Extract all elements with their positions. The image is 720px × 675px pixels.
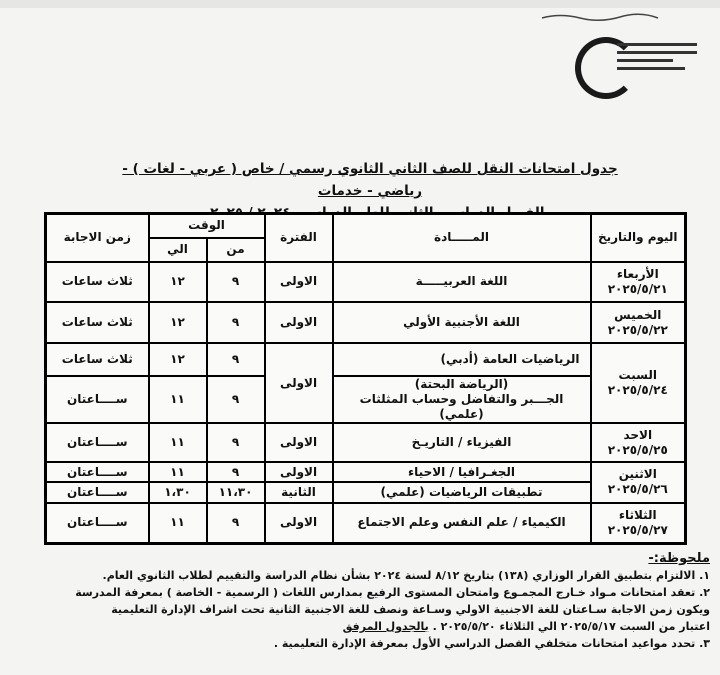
to-cell: ١٢	[149, 302, 207, 343]
title-line-1: جدول امتحانات النقل للصف الثاني الثانوي رسمي / خاص ( عربي - لغات ) - رياضي - خدمات	[122, 161, 618, 199]
table-row	[46, 376, 686, 424]
handwritten-mark	[540, 12, 660, 22]
duration-cell: ســــاعتان	[46, 482, 149, 502]
period-cell: الاولى	[265, 503, 333, 544]
note-item: ويكون زمن الاجابة سـاعتان للغة الاجنبية الاولي وسـاعة ونصف للغة الاجنبية الثانية تحت اشراف الإدارة التعليمية	[111, 603, 710, 616]
duration-cell: ســــاعتان	[46, 503, 149, 544]
note-item: اعتبار من السبت ٢٠٢٥/٥/١٧ الي الثلاثاء ٢٠٢٥/٥/٢٠ . بالجدول المرفق	[342, 620, 710, 633]
from-cell: ٩	[207, 262, 265, 303]
header-from: من	[207, 238, 265, 262]
table-row	[46, 482, 686, 502]
subject-cell: الرياضيات العامة (أدبي)	[333, 343, 591, 376]
period-cell: الثانية	[265, 482, 333, 502]
to-cell: ١٢	[149, 343, 207, 376]
period-cell: الاولى	[265, 302, 333, 343]
day-cell: الأربعاء ٢٠٢٥/٥/٢١	[591, 262, 686, 303]
note-item: ٣. تحدد مواعيد امتحانات متخلفي الفصل الدراسي الأول بمعرفة الإدارة التعليمية .	[273, 637, 710, 650]
from-cell: ٩	[207, 462, 265, 482]
subject-cell: اللغة العربيـــــة	[333, 262, 591, 303]
subject-cell: الكيمياء / علم النفس وعلم الاجتماع	[333, 503, 591, 544]
exam-schedule-table	[44, 212, 687, 545]
header-day: اليوم والتاريخ	[591, 214, 686, 262]
ministry-logo	[575, 35, 700, 105]
day-cell: الاحد ٢٠٢٥/٥/٢٥	[591, 423, 686, 462]
table-row	[46, 302, 686, 343]
logo-text-lines	[617, 43, 697, 75]
subject-cell: تطبيقات الرياضيات (علمي)	[333, 482, 591, 502]
subject-cell: الفيزياء / التاريـخ	[333, 423, 591, 462]
header-duration: زمن الاجابة	[46, 214, 149, 262]
subject-cell: (الرياضة البحتة) الجـــبر والتفاضل وحساب المثلثات (علمي)	[333, 376, 591, 424]
duration-cell: ســــاعتان	[46, 462, 149, 482]
notes-heading: ملحوظة:-	[648, 551, 710, 566]
header-time: الوقت	[149, 214, 265, 238]
top-edge	[0, 0, 720, 8]
duration-cell: ســــاعتان	[46, 376, 149, 424]
from-cell: ١١،٣٠	[207, 482, 265, 502]
to-cell: ١١	[149, 462, 207, 482]
notes-section	[30, 550, 710, 652]
attached-table-ref: بالجدول المرفق	[342, 620, 429, 633]
subject-cell: الجغـرافيا / الاحياء	[333, 462, 591, 482]
from-cell: ٩	[207, 503, 265, 544]
table-row	[46, 262, 686, 303]
to-cell: ١،٣٠	[149, 482, 207, 502]
day-cell: الاثنين ٢٠٢٥/٥/٢٦	[591, 462, 686, 503]
table-row	[46, 503, 686, 544]
day-cell: الخميس ٢٠٢٥/٥/٢٢	[591, 302, 686, 343]
duration-cell: ثلاث ساعات	[46, 343, 149, 376]
from-cell: ٩	[207, 343, 265, 376]
duration-cell: ثلاث ساعات	[46, 302, 149, 343]
period-cell: الاولى	[265, 462, 333, 482]
note-item: ٢. تعقد امتحانات مـواد خـارج المجمـوع وامتحان المستوى الرفيع بمدارس اللغات ( الرسمية - الخاصة ) بمعرفة المدرسة	[75, 586, 710, 599]
header-period: الفترة	[265, 214, 333, 262]
header-subject: المـــــادة	[333, 214, 591, 262]
to-cell: ١١	[149, 503, 207, 544]
table-row	[46, 462, 686, 482]
table-row	[46, 423, 686, 462]
period-cell: الاولى	[265, 423, 333, 462]
to-cell: ١١	[149, 376, 207, 424]
to-cell: ١٢	[149, 262, 207, 303]
duration-cell: ســــاعتان	[46, 423, 149, 462]
subject-cell: اللغة الأجنبية الأولي	[333, 302, 591, 343]
period-cell: الاولى	[265, 262, 333, 303]
period-cell: الاولى	[265, 343, 333, 423]
to-cell: ١١	[149, 423, 207, 462]
day-cell: السبت ٢٠٢٥/٥/٢٤	[591, 343, 686, 423]
from-cell: ٩	[207, 376, 265, 424]
day-cell: الثلاثاء ٢٠٢٥/٥/٢٧	[591, 503, 686, 544]
note-item: ١. الالتزام بتطبيق القرار الوزاري (١٣٨) بتاريخ ٨/١٢ لسنة ٢٠٢٤ بشأن نظام الدراسة والتقييم لطلاب الثانوي العام.	[102, 569, 710, 582]
from-cell: ٩	[207, 302, 265, 343]
duration-cell: ثلاث ساعات	[46, 262, 149, 303]
header-to: الي	[149, 238, 207, 262]
table-row	[46, 343, 686, 376]
from-cell: ٩	[207, 423, 265, 462]
